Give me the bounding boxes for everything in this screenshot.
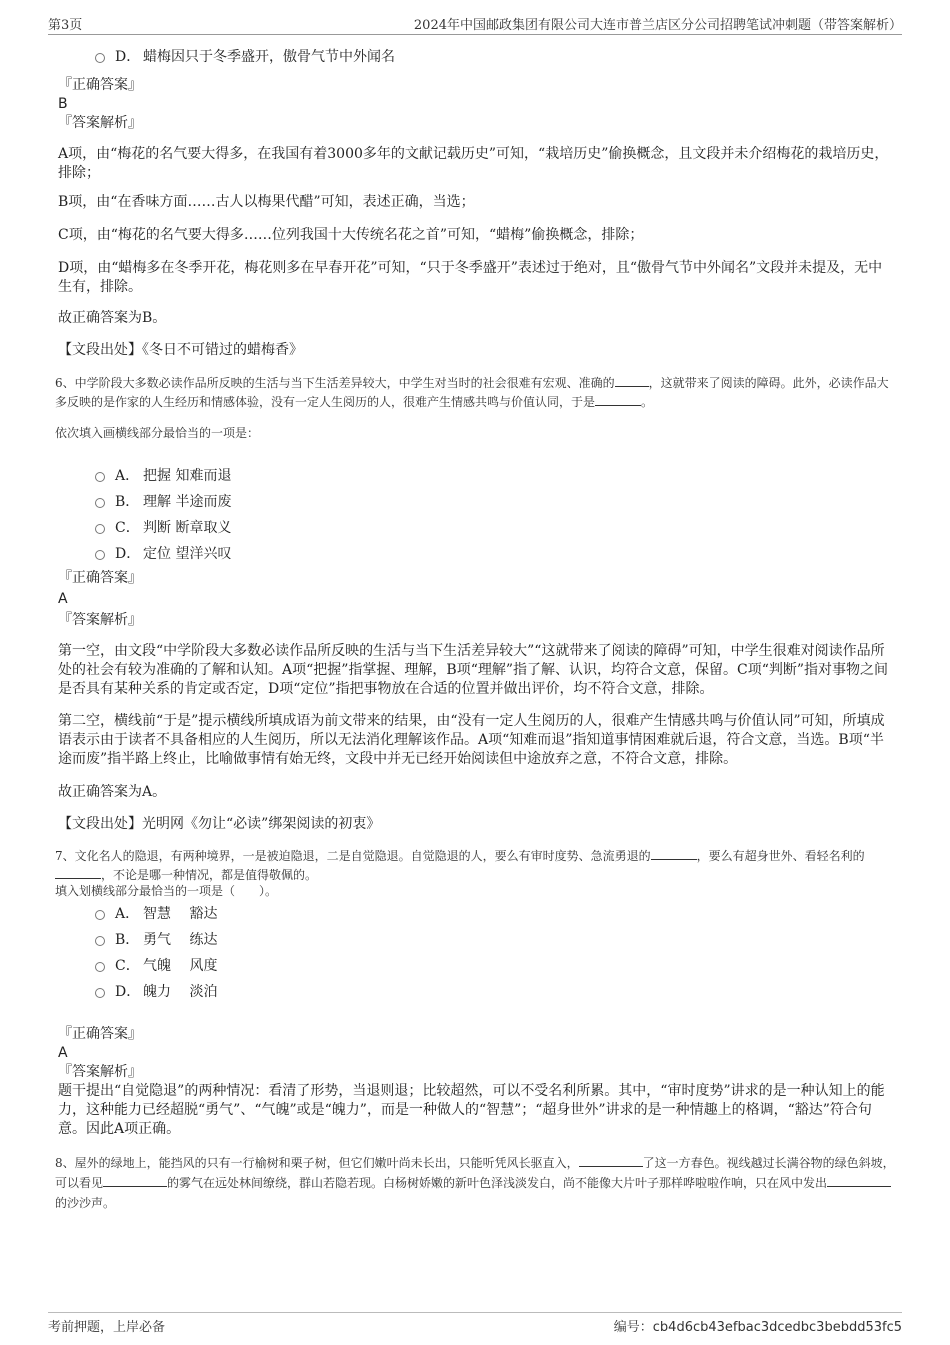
blank-line	[579, 1154, 643, 1167]
q7-stem: 7、文化名人的隐退，有两种境界，一是被迫隐退，二是自觉隐退。自觉隐退的人，要么有审时度势、急流勇退的 ，要么有超身世外、看轻名利的，不论是哪一种情况，都是值得敬佩的。	[55, 849, 865, 882]
q6-source: 【文段出处】光明网《勿让“必读”绑架阅读的初衷》	[58, 816, 381, 832]
option-text: 蜡梅因只于冬季盛开，傲骨气节中外闻名	[143, 49, 395, 65]
q6-option-d[interactable]: D． 定位 望洋兴叹	[55, 541, 895, 567]
blank-line	[595, 393, 641, 406]
document-body	[55, 44, 895, 1213]
q7-analysis: 题干提出“自觉隐退”的两种情况：看清了形势，当退则退；比较超然，可以不受名利所累。其中，“审时度势”讲求的是一种认知上的能力，这种能力已经超脱“勇气”、“气魄”或是“魄力”，而是一种做人的“智慧”；“超身世外”讲求的是一种情趣上的格调，“豁达”符合句意。因此A项正确。	[58, 1083, 885, 1137]
q7-analysis-label: 『答案解析』	[58, 1064, 142, 1080]
q7-prompt: 填入划横线部分最恰当的一项是（ ）。	[55, 884, 278, 898]
page-footer	[48, 1312, 902, 1335]
blank-line	[103, 1174, 167, 1187]
q6-option-c[interactable]: C． 判断 断章取义	[55, 515, 895, 541]
q7-answer-label: 『正确答案』	[58, 1026, 142, 1042]
q6-prompt: 依次填入画横线部分最恰当的一项是：	[55, 426, 260, 440]
q6-conclusion: 故正确答案为A。	[58, 784, 167, 800]
footer-slogan: 考前押题，上岸必备	[48, 1320, 166, 1335]
q6-option-a[interactable]: A． 把握 知难而退	[55, 463, 895, 489]
radio-icon[interactable]	[95, 936, 105, 946]
document-title: 2024年中国邮政集团有限公司大连市普兰店区分公司招聘笔试冲刺题（带答案解析）	[413, 18, 902, 33]
radio-icon[interactable]	[95, 498, 105, 508]
radio-icon[interactable]	[95, 910, 105, 920]
q5-answer: B	[58, 96, 68, 112]
q8-stem: 8、屋外的绿地上，能挡风的只有一行榆树和栗子树，但它们嫩叶尚未长出，只能听凭风长驱直入， 了这一方春色。视线越过长满谷物的绿色斜坡，可以看见 的雾气在远处林间缭绕，群山若隐若现。白杨树娇嫩的新叶色泽浅淡发白，尚不能像大片叶子那样哗啦啦作响，只在风中发出的沙沙声。	[55, 1156, 895, 1210]
q5-analysis-d: D项，由“蜡梅多在冬季开花，梅花则多在早春开花”可知，“只于冬季盛开”表述过于绝对，且“傲骨气节中外闻名”文段并未提及，无中生有，排除。	[58, 260, 883, 295]
q6-option-b[interactable]: B． 理解 半途而废	[55, 489, 895, 515]
q6-answer: A	[58, 591, 68, 607]
page-header	[48, 14, 902, 35]
radio-icon[interactable]	[95, 472, 105, 482]
q6-analysis-first: 第一空，由文段“中学阶段大多数必读作品所反映的生活与当下生活差异较大”“这就带来了阅读的障碍”可知，中学生很难对阅读作品所处的社会有较为准确的了解和认知。A项“把握”指掌握、理解，B项“理解”指了解、认识，均符合文意，保留。C项“判断”指对事物之间是否具有某种关系的肯定或否定，D项“定位”指把事物放在合适的位置并做出评价，均不符合文意，排除。	[58, 643, 889, 697]
blank-line	[615, 374, 649, 387]
document-code: 编号：cb4d6cb43efbac3dcedbc3bebdd53fc5	[613, 1320, 902, 1335]
q6-stem: 6、中学阶段大多数必读作品所反映的生活与当下生活差异较大，中学生对当时的社会很难有宏观、准确的 ，这就带来了阅读的障碍。此外，必读作品大多反映的是作家的人生经历和情感体验，没有一定人生阅历的人，很难产生情感共鸣与价值认同，于是 。	[55, 376, 889, 409]
q5-answer-label: 『正确答案』	[58, 77, 142, 93]
q7-option-a[interactable]: A． 智慧 豁达	[55, 901, 895, 927]
q6-analysis-second: 第二空，横线前“于是”提示横线所填成语为前文带来的结果，由“没有一定人生阅历的人，很难产生情感共鸣与价值认同”可知，所填成语表示由于读者不具备相应的人生阅历，所以无法消化理解该作品。A项“知难而退”指知道事情困难就后退，符合文意，当选。B项“半途而废”指半路上终止，比喻做事情有始无终，文段中并无已经开始阅读但中途放弃之意，不符合文意，排除。	[58, 713, 885, 767]
q5-conclusion: 故正确答案为B。	[58, 310, 167, 326]
q5-source: 【文段出处】《冬日不可错过的蜡梅香》	[58, 342, 303, 358]
radio-icon[interactable]	[95, 962, 105, 972]
radio-icon[interactable]	[95, 524, 105, 534]
q7-option-b[interactable]: B． 勇气 练达	[55, 927, 895, 953]
option-letter: D．	[115, 49, 141, 65]
blank-line	[651, 847, 697, 860]
q5-analysis-b: B项，由“在香味方面……古人以梅果代醋”可知，表述正确，当选；	[58, 194, 475, 210]
q5-analysis-c: C项，由“梅花的名气要大得多……位列我国十大传统名花之首”可知，“蜡梅”偷换概念，排除；	[58, 227, 644, 243]
q6-analysis-label: 『答案解析』	[58, 612, 142, 628]
q7-option-d[interactable]: D． 魄力 淡泊	[55, 979, 895, 1005]
radio-icon[interactable]	[95, 988, 105, 998]
q7-answer: A	[58, 1045, 68, 1061]
q5-analysis-a: A项，由“梅花的名气要大得多，在我国有着3000多年的文献记载历史”可知，“栽培历史”偷换概念，且文段并未介绍梅花的栽培历史，排除；	[58, 146, 889, 181]
q5-analysis-label: 『答案解析』	[58, 115, 142, 131]
q7-option-c[interactable]: C． 气魄 风度	[55, 953, 895, 979]
blank-line	[55, 866, 101, 879]
q6-answer-label: 『正确答案』	[58, 570, 142, 586]
q5-option-d[interactable]	[55, 44, 895, 70]
radio-icon[interactable]	[95, 53, 105, 63]
page-number: 第3页	[48, 18, 83, 33]
radio-icon[interactable]	[95, 550, 105, 560]
blank-line	[827, 1174, 891, 1187]
